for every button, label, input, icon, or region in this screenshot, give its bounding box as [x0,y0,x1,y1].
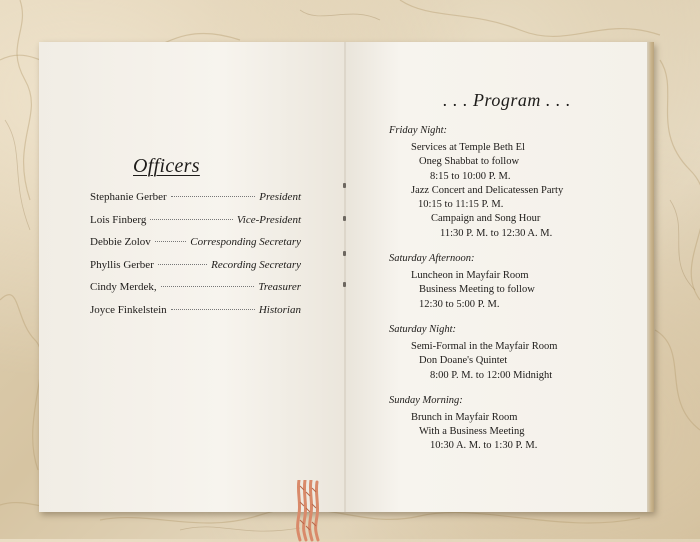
program-schedule [389,124,639,465]
officers-list [90,191,301,327]
spine-staple [343,251,346,256]
spine-staple [343,216,346,221]
officer-title: Vice-President [236,213,301,226]
officer-name: Phyllis Gerber [90,258,154,271]
section-heading: Saturday Afternoon: [389,253,475,265]
section-heading: Saturday Night: [389,323,456,335]
section-heading: Friday Night: [389,125,448,136]
officer-title: President [259,191,301,203]
officer-row [90,281,301,304]
program-section-friday-night [389,124,639,241]
program-line: Oneg Shabbat to follow [419,156,520,168]
program-line: 11:30 P. M. to 12:30 A. M. [440,227,553,239]
program-line: Jazz Concert and Delicatessen Party [411,184,564,196]
tassel-cord [291,480,327,542]
officer-title: Recording Secretary [211,258,301,271]
program-line: Campaign and Song Hour [431,213,541,225]
program-section-saturday-afternoon [389,252,639,312]
program-line: 10:15 to 11:15 P. M. [418,199,504,211]
program-section-sunday-morning [389,394,639,454]
officer-title: Corresponding Secretary [190,236,301,249]
page-edges [647,42,654,512]
program-section-saturday-night [389,323,639,383]
program-line: 12:30 to 5:00 P. M. [419,298,500,310]
section-heading: Sunday Morning: [389,394,463,406]
program-line: Business Meeting to follow [419,284,535,296]
leader-dots [158,264,207,265]
leader-dots [171,309,255,310]
program-line: Don Doane's Quintet [419,355,508,367]
officer-name: Stephanie Gerber [90,191,167,203]
officer-row [90,191,301,214]
leader-dots [161,286,255,287]
program-line: Luncheon in Mayfair Room [411,270,529,282]
program-line: 8:00 P. M. to 12:00 Midnight [430,369,553,381]
program-line: Semi-Formal in the Mayfair Room [411,340,558,352]
officer-row [90,304,301,327]
leader-dots [155,241,187,242]
program-line: 8:15 to 10:00 P. M. [430,170,511,182]
booklet-spine [344,42,346,512]
program-heading: . . . Program . . . [443,90,571,110]
officers-heading: Officers [133,155,200,177]
spine-staple [343,183,346,188]
program-line: 10:30 A. M. to 1:30 P. M. [430,440,538,452]
leader-dots [171,196,256,197]
officer-title: Historian [258,303,301,316]
program-line: With a Business Meeting [419,426,525,438]
officer-name: Joyce Finkelstein [90,303,167,316]
officer-name: Lois Finberg [90,213,147,226]
officer-name: Debbie Zolov [90,236,151,249]
leader-dots [150,219,233,220]
officer-row [90,259,301,282]
program-line: Services at Temple Beth El [411,142,525,153]
officer-row [90,214,301,237]
officer-name: Cindy Merdek, [90,281,157,294]
program-line: Brunch in Mayfair Room [411,411,518,423]
officer-title: Treasurer [258,281,301,294]
spine-staple [343,282,346,287]
officer-row [90,236,301,259]
